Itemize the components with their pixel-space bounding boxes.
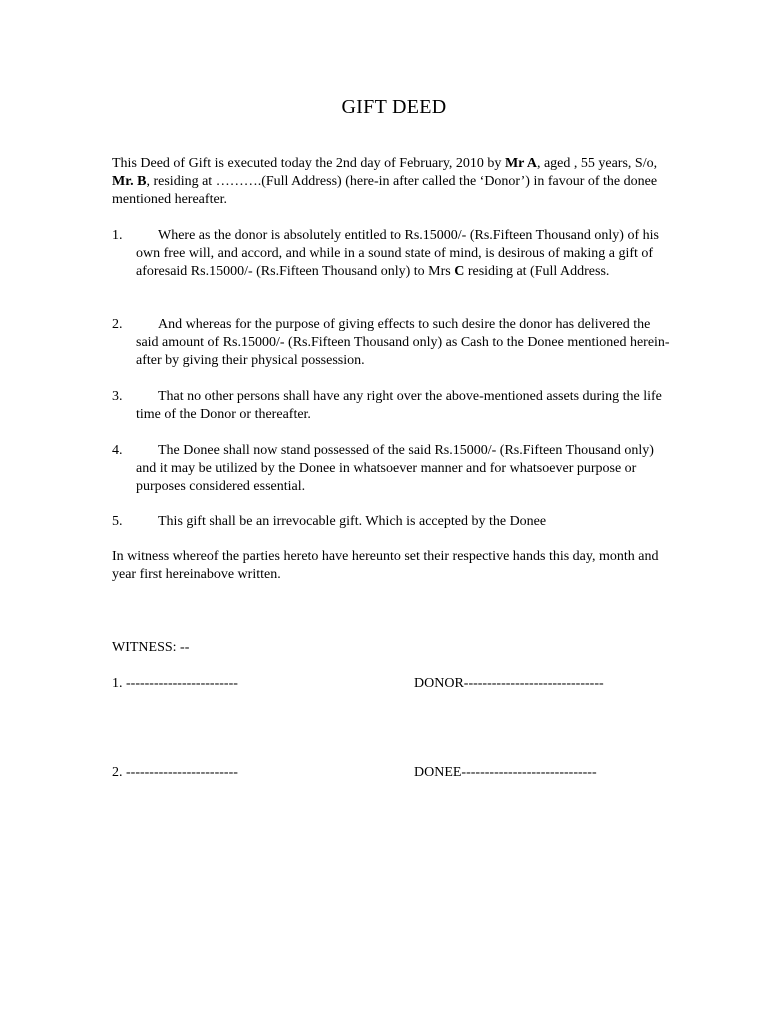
clause-text: And whereas for the purpose of giving effects to such desire the donor has delivered the said amount of Rs.15000/- (Rs.Fifteen Thousand only) as Cash to the Donee mentioned herein- after by giving their physical possession. xyxy=(136,317,670,368)
clause-text: The Donee shall now stand possessed of the said Rs.15000/- (Rs.Fifteen Thousand only) and it may be utilized by the Donee in whatsoever manner and for whatsoever purpose or purposes considered essential. xyxy=(136,443,654,494)
clause-text-part-2: residing at (Full Address. xyxy=(464,264,610,279)
witness-signature-line-2: 2. ------------------------ xyxy=(112,765,238,780)
clause-5 xyxy=(112,513,672,531)
donor-name: Mr A xyxy=(504,156,537,171)
intro-paragraph xyxy=(112,155,672,209)
clause-1 xyxy=(112,227,672,281)
clause-number: 5. xyxy=(112,514,123,529)
clause-text: This gift shall be an irrevocable gift. Which is accepted by the Donee xyxy=(158,514,547,529)
witness-paragraph: In witness whereof the parties hereto have hereunto set their respective hands this day, month and year first hereinabove written. xyxy=(112,549,659,582)
clause-2 xyxy=(112,316,672,370)
clause-number: 4. xyxy=(112,443,123,458)
clause-number: 3. xyxy=(112,389,123,404)
intro-text-1: This Deed of Gift is executed today the 2nd day of February, 2010 by xyxy=(112,156,505,171)
donor-father-name: Mr. B xyxy=(112,174,147,189)
document-title: GIFT DEED xyxy=(341,96,447,118)
donor-signature-line: DONOR------------------------------ xyxy=(414,676,604,691)
clause-3 xyxy=(112,388,672,424)
witness-signature-line-1: 1. ------------------------ xyxy=(112,676,238,691)
donee-signature-line: DONEE----------------------------- xyxy=(414,765,597,780)
clause-number: 2. xyxy=(112,317,123,332)
clause-text: That no other persons shall have any right over the above-mentioned assets during the life time of the Donor or thereafter. xyxy=(136,389,662,422)
clause-4 xyxy=(112,442,672,496)
donee-name: C xyxy=(454,264,465,279)
witness-label: WITNESS: -- xyxy=(112,640,190,655)
intro-text-2: , aged , 55 years, S/o, xyxy=(536,156,658,171)
intro-text-3: , residing at ……….(Full Address) (here-in after called the ‘Donor’) in favour of the donee mentioned hereafter. xyxy=(112,174,658,207)
clause-text xyxy=(136,227,672,281)
clause-number: 1. xyxy=(112,228,123,243)
clause-text-part-1: Where as the donor is absolutely entitled to Rs.15000/- (Rs.Fifteen Thousand only) of his own free will, and accord, and while in a sound state of mind, is desirous of making a gift of aforesaid Rs.15000/- (Rs.Fifteen Thousand only) to Mrs xyxy=(136,228,659,279)
